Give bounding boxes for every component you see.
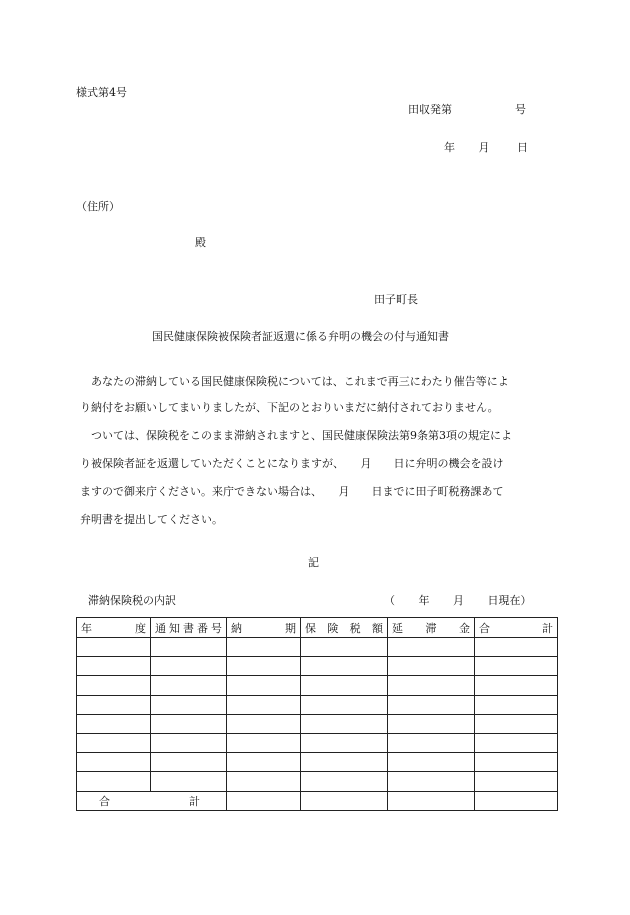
table-cell[interactable] <box>227 695 301 714</box>
header-total <box>475 618 558 638</box>
table-cell[interactable] <box>77 714 151 733</box>
table-total-row <box>77 791 558 810</box>
table-row <box>77 676 558 695</box>
issue-number-suffix: 号 <box>515 103 526 116</box>
header-char: 号 <box>211 621 222 635</box>
header-char: 金 <box>459 621 470 635</box>
table-cell[interactable] <box>301 733 388 752</box>
header-char: 滞 <box>425 621 437 635</box>
as-of-open: （ <box>384 594 395 607</box>
table-cell[interactable] <box>388 657 475 676</box>
date-line <box>444 142 528 153</box>
header-char: 計 <box>542 621 553 635</box>
table-cell[interactable] <box>388 733 475 752</box>
table-cell[interactable] <box>301 676 388 695</box>
table-cell[interactable] <box>227 714 301 733</box>
header-notice-number <box>151 618 227 638</box>
table-cell[interactable] <box>151 638 227 657</box>
table-cell[interactable] <box>227 638 301 657</box>
table-cell[interactable] <box>151 695 227 714</box>
document-title: 国民健康保険被保険者証返還に係る弁明の機会の付与通知書 <box>152 330 449 343</box>
body-line: 弁明書を提出してください。 <box>80 513 223 526</box>
table-cell[interactable] <box>475 657 558 676</box>
header-fiscal-year <box>77 618 151 638</box>
header-char: 書 <box>183 621 194 635</box>
header-char: 税 <box>349 621 361 635</box>
header-char: 通 <box>155 621 166 635</box>
table-cell[interactable] <box>475 695 558 714</box>
table-cell[interactable] <box>475 753 558 772</box>
honorific: 殿 <box>195 236 206 249</box>
table-cell[interactable] <box>77 657 151 676</box>
breakdown-label: 滞納保険税の内訳 <box>88 594 176 607</box>
body-line: あなたの滞納している国民健康保険税については、これまで再三にわたり催告等によ <box>80 375 509 388</box>
table-row <box>77 638 558 657</box>
table-row <box>77 733 558 752</box>
table-row <box>77 714 558 733</box>
header-char: 年 <box>81 621 92 635</box>
table-cell[interactable] <box>388 695 475 714</box>
as-of-month: 月 <box>453 594 464 607</box>
table-row <box>77 657 558 676</box>
table-cell[interactable] <box>301 695 388 714</box>
arrears-table <box>76 617 558 811</box>
body-line: り納付をお願いしてまいりましたが、下記のとおりいまだに納付されておりません。 <box>80 401 499 414</box>
table-cell[interactable] <box>77 733 151 752</box>
table-cell[interactable] <box>301 753 388 772</box>
table-cell[interactable] <box>301 772 388 791</box>
ki-heading: 記 <box>308 556 319 569</box>
header-char: 険 <box>327 621 339 635</box>
header-char: 納 <box>231 621 242 635</box>
header-char: 期 <box>285 621 296 635</box>
header-char: 合 <box>99 794 110 808</box>
issue-number-line <box>408 104 526 115</box>
table-row <box>77 695 558 714</box>
table-cell[interactable] <box>227 733 301 752</box>
table-cell[interactable] <box>151 657 227 676</box>
table-cell[interactable] <box>388 638 475 657</box>
header-tax-amount <box>301 618 388 638</box>
table-cell[interactable] <box>77 772 151 791</box>
header-char: 延 <box>392 621 403 635</box>
table-cell[interactable] <box>475 772 558 791</box>
as-of-date <box>384 595 532 606</box>
header-late-fee <box>388 618 475 638</box>
table-cell[interactable] <box>77 638 151 657</box>
table-cell[interactable] <box>227 753 301 772</box>
header-char: 度 <box>135 621 146 635</box>
table-cell[interactable] <box>301 638 388 657</box>
table-row <box>77 772 558 791</box>
table-cell[interactable] <box>475 791 558 810</box>
header-payment-period <box>227 618 301 638</box>
body-line: ついては、保険税をこのまま滞納されますと、国民健康保険法第9条第3項の規定によ <box>80 429 512 442</box>
address-label: （住所） <box>76 200 120 213</box>
table-header-row <box>77 618 558 638</box>
table-cell[interactable] <box>388 676 475 695</box>
table-cell[interactable] <box>151 714 227 733</box>
header-char: 額 <box>371 621 383 635</box>
header-char: 番 <box>197 621 208 635</box>
total-label-cell <box>77 791 227 810</box>
header-char: 知 <box>169 621 180 635</box>
body-line: り被保険者証を返還していただくことになりますが、 月 日に弁明の機会を設け <box>80 457 504 470</box>
table-cell[interactable] <box>227 657 301 676</box>
table-cell[interactable] <box>388 791 475 810</box>
date-day: 日 <box>517 141 528 154</box>
table-cell[interactable] <box>475 733 558 752</box>
table-cell[interactable] <box>388 714 475 733</box>
table-cell[interactable] <box>77 695 151 714</box>
table-cell[interactable] <box>301 791 388 810</box>
table-cell[interactable] <box>475 714 558 733</box>
table-cell[interactable] <box>475 638 558 657</box>
table-cell[interactable] <box>227 772 301 791</box>
header-char: 保 <box>305 621 316 635</box>
date-month: 月 <box>478 141 490 154</box>
date-year: 年 <box>444 141 455 154</box>
header-char: 合 <box>479 621 490 635</box>
sender: 田子町長 <box>374 293 418 306</box>
table-cell[interactable] <box>77 753 151 772</box>
table-cell[interactable] <box>151 753 227 772</box>
as-of-year: 年 <box>418 594 430 607</box>
as-of-day: 日現在） <box>487 594 532 607</box>
issue-number-prefix: 田収発第 <box>408 103 452 116</box>
table-cell[interactable] <box>227 676 301 695</box>
table-cell[interactable] <box>151 676 227 695</box>
table-cell[interactable] <box>388 772 475 791</box>
form-number: 様式第4号 <box>76 86 127 99</box>
header-char: 計 <box>189 794 200 808</box>
table-cell[interactable] <box>151 772 227 791</box>
table-cell[interactable] <box>301 714 388 733</box>
table-row <box>77 753 558 772</box>
table-cell[interactable] <box>77 676 151 695</box>
table-cell[interactable] <box>388 753 475 772</box>
table-cell[interactable] <box>227 791 301 810</box>
table-cell[interactable] <box>301 657 388 676</box>
table-cell[interactable] <box>151 733 227 752</box>
table-cell[interactable] <box>475 676 558 695</box>
body-line: ますので御来庁ください。来庁できない場合は、 月 日までに田子町税務課あて <box>80 485 504 498</box>
